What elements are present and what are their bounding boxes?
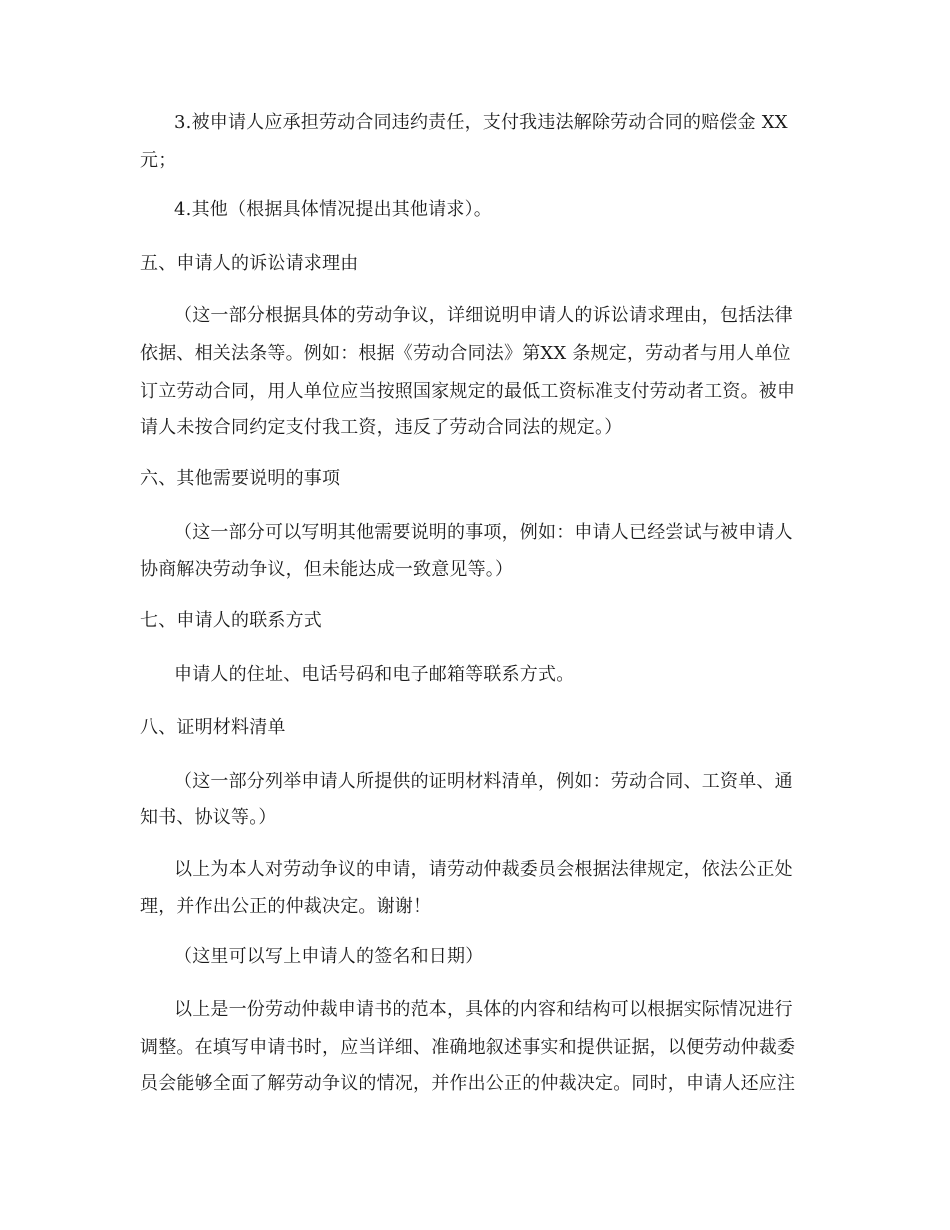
claim-item-4: 4.其他（根据具体情况提出其他请求）。 — [174, 199, 492, 220]
section-heading-7: 七、申请人的联系方式 — [140, 610, 322, 631]
section-heading-6: 六、其他需要说明的事项 — [140, 468, 341, 489]
claim-item-3-continued: 元； — [140, 150, 177, 171]
paragraph-line: 协商解决劳动争议，但未能达成一致意见等。） — [140, 559, 514, 580]
paragraph-line: 员会能够全面了解劳动争议的情况，并作出公正的仲裁决定。同时，申请人还应注 — [140, 1073, 796, 1094]
paragraph-line: 知书、协议等。） — [140, 807, 277, 828]
section-heading-8: 八、证明材料清单 — [140, 717, 286, 738]
paragraph-line: 订立劳动合同，用人单位应当按照国家规定的最低工资标准支付劳动者工资。被申 — [140, 381, 796, 402]
paragraph-line: 调整。在填写申请书时，应当详细、准确地叙述事实和提供证据，以便劳动仲裁委 — [140, 1037, 796, 1058]
paragraph-line: 以上是一份劳动仲裁申请书的范本，具体的内容和结构可以根据实际情况进行 — [174, 999, 793, 1020]
signature-note: （这里可以写上申请人的签名和日期） — [174, 946, 484, 967]
claim-item-3: 3.被申请人应承担劳动合同违约责任，支付我违法解除劳动合同的赔偿金 XX — [174, 112, 788, 133]
section-heading-5: 五、申请人的诉讼请求理由 — [140, 253, 359, 274]
paragraph-line: 依据、相关法条等。例如：根据《劳动合同法》第XX 条规定，劳动者与用人单位 — [140, 343, 791, 364]
paragraph-line: （这一部分列举申请人所提供的证明材料清单，例如：劳动合同、工资单、通 — [174, 771, 793, 792]
paragraph-line: 以上为本人对劳动争议的申请，请劳动仲裁委员会根据法律规定，依法公正处 — [174, 859, 793, 880]
paragraph-line: （这一部分可以写明其他需要说明的事项，例如：申请人已经尝试与被申请人 — [174, 522, 793, 543]
paragraph-line: 理，并作出公正的仲裁决定。谢谢！ — [140, 896, 432, 917]
paragraph-line: 请人未按合同约定支付我工资，违反了劳动合同法的规定。） — [140, 417, 623, 438]
paragraph-line: （这一部分根据具体的劳动争议，详细说明申请人的诉讼请求理由，包括法律 — [174, 305, 793, 326]
paragraph-line: 申请人的住址、电话号码和电子邮箱等联系方式。 — [174, 664, 575, 685]
